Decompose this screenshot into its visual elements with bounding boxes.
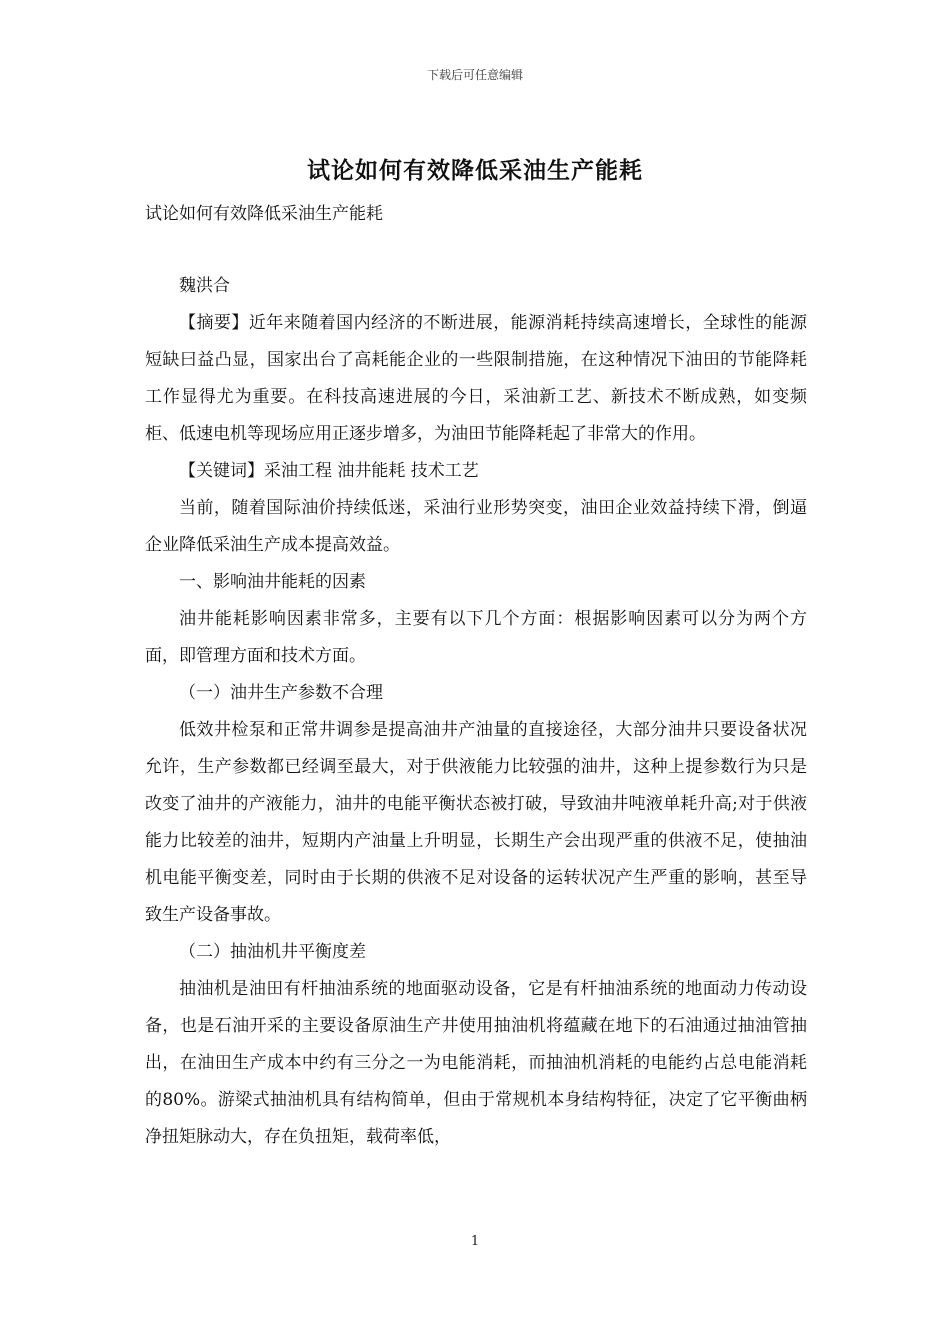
subsection-heading: （一）油井生产参数不合理	[179, 683, 383, 703]
keywords-paragraph: 【关键词】采油工程 油井能耗 技术工艺	[179, 461, 479, 481]
author: 魏洪合	[179, 276, 230, 296]
spacer	[145, 233, 807, 268]
document-title: 试论如何有效降低采油生产能耗	[307, 157, 643, 184]
document-body	[145, 196, 807, 1156]
subsection-heading: （二）抽油机井平衡度差	[179, 942, 366, 962]
abstract-paragraph: 【摘要】近年来随着国内经济的不断进展，能源消耗持续高速增长，全球性的能源短缺曰益凸显，国家出台了高耗能企业的一些限制措施，在这种情况下油田的节能降耗工作显得尤为重要。在科技高速进展的今日，采油新工艺、新技术不断成熟，如变频柜、低速电机等现场应用正逐步增多，为油田节能降耗起了非常大的作用。	[145, 313, 807, 444]
body-paragraph: 抽油机是油田有杆抽油系统的地面驱动设备，它是有杆抽油系统的地面动力传动设备，也是石油开采的主要设备原油生产井使用抽油机将蕴藏在地下的石油通过抽油管抽出，在油田生产成本中约有三分之一为电能消耗，而抽油机消耗的电能约占总电能消耗的80%。游梁式抽油机具有结构简单，但由于常规机本身结构特征，决定了它平衡曲柄净扭矩脉动大，存在负扭矩，载荷率低，	[145, 979, 807, 1147]
body-paragraph: 当前，随着国际油价持续低迷，采油行业形势突变，油田企业效益持续下滑，倒逼企业降低采油生产成本提高效益。	[145, 498, 807, 555]
body-paragraph: 油井能耗影响因素非常多，主要有以下几个方面：根据影响因素可以分为两个方面，即管理方面和技术方面。	[145, 609, 807, 666]
page-header: 下载后可任意编辑	[426, 68, 523, 82]
subtitle: 试论如何有效降低采油生产能耗	[145, 204, 383, 224]
page-number: 1	[470, 1234, 480, 1249]
section-heading: 一、影响油井能耗的因素	[179, 572, 366, 592]
body-paragraph: 低效井检泵和正常井调参是提高油井产油量的直接途径，大部分油井只要设备状况允许，生产参数都已经调至最大，对于供液能力比较强的油井，这种上提参数行为只是改变了油井的产液能力，油井的电能平衡状态被打破，导致油井吨液单耗升高;对于供液能力比较差的油井，短期内产油量上升明显，长期生产会出现严重的供液不足，使抽油机电能平衡变差，同时由于长期的供液不足对设备的运转状况产生严重的影响，甚至导致生产设备事故。	[145, 720, 807, 925]
